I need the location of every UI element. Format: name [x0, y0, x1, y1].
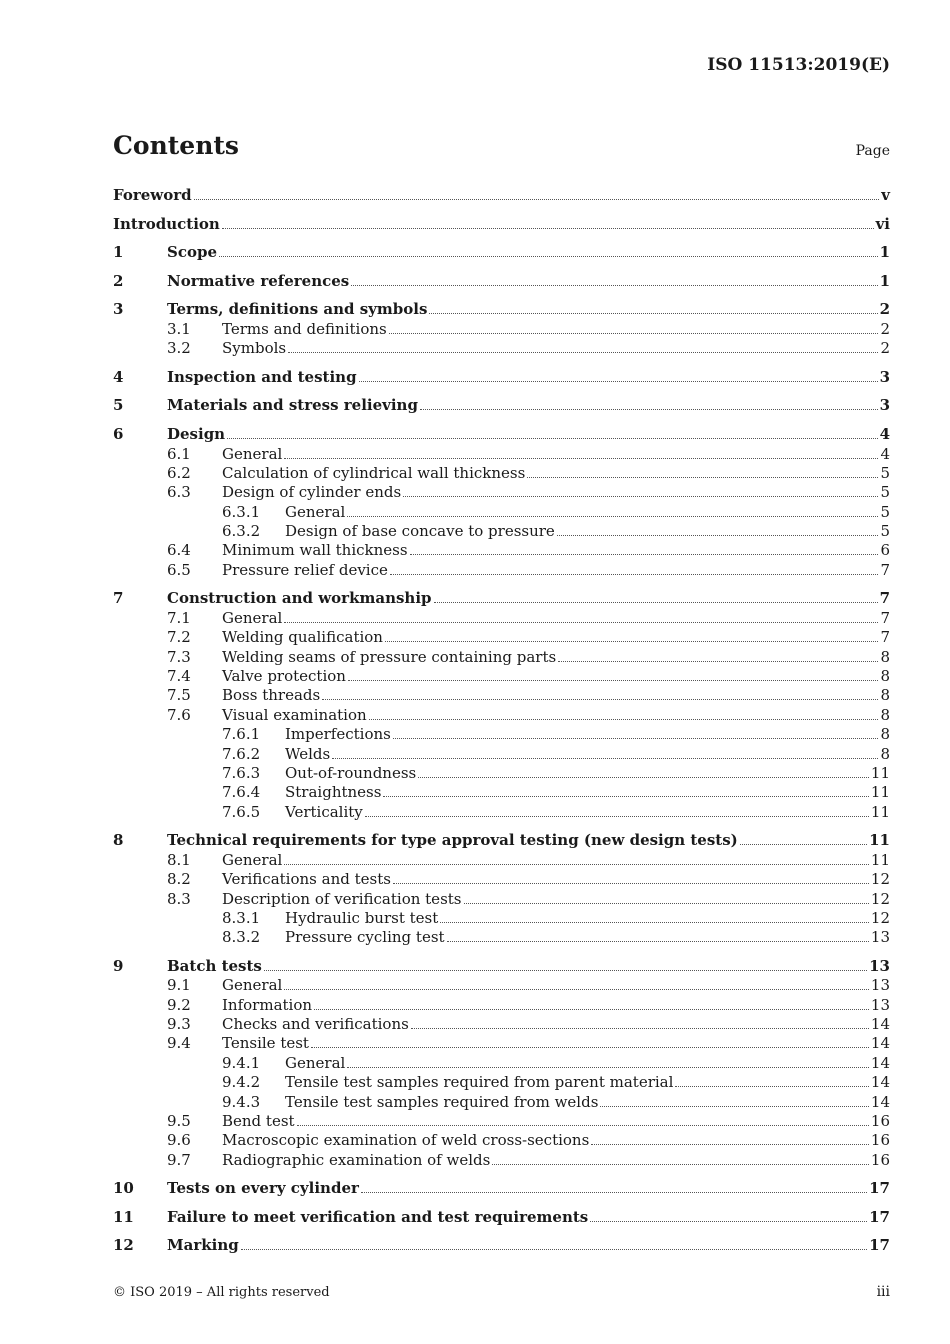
toc-entry-title: Tests on every cylinder	[167, 1179, 359, 1198]
toc-entry-page: 14	[870, 1073, 890, 1092]
toc-entry-page: 6	[880, 541, 890, 560]
toc-entry-page: 11	[869, 831, 890, 850]
dot-leader	[558, 661, 878, 662]
toc-entry-title: Tensile test samples required from parent material	[285, 1073, 674, 1092]
toc-entry-number: 8	[113, 831, 124, 850]
toc-entry-title: Construction and workmanship	[167, 589, 432, 608]
toc-entry-title: Welding qualification	[222, 628, 383, 647]
toc-entry-number: 7.6.5	[222, 802, 261, 821]
dot-leader	[557, 535, 879, 536]
toc-entry-page: 14	[870, 1092, 890, 1111]
toc-entry-title: Introduction	[113, 214, 220, 233]
toc-entry[interactable]	[113, 339, 890, 358]
toc-entry-page: 16	[870, 1131, 890, 1150]
dot-leader	[288, 352, 878, 353]
toc-entry-page: 17	[869, 1236, 890, 1255]
toc-entry-page: 11	[870, 802, 890, 821]
page-column-label: Page	[855, 143, 890, 159]
dot-leader	[348, 680, 879, 681]
dot-leader	[314, 1009, 869, 1010]
toc-entry-title: Inspection and testing	[167, 367, 357, 386]
toc-entry-number: 8.3	[167, 889, 191, 908]
toc-entry-number: 4	[113, 367, 124, 386]
toc-entry-page: 16	[870, 1150, 890, 1169]
toc-entry-title: Batch tests	[167, 956, 262, 975]
dot-leader	[740, 844, 867, 845]
dot-leader	[389, 333, 879, 334]
toc-entry-number: 3.2	[167, 339, 191, 358]
dot-leader	[675, 1086, 868, 1087]
toc-entry-title: General	[222, 444, 283, 463]
toc-entry-page: 17	[869, 1179, 890, 1198]
toc-entry[interactable]	[113, 206, 890, 235]
toc-entry-number: 10	[113, 1179, 134, 1198]
dot-leader	[385, 641, 878, 642]
toc-entry-page: 2	[880, 319, 890, 338]
dot-leader	[241, 1249, 867, 1250]
toc-entry[interactable]	[113, 522, 890, 541]
toc-entry-number: 3	[113, 300, 124, 319]
toc-entry[interactable]	[113, 686, 890, 705]
toc-entry[interactable]	[113, 541, 890, 560]
toc-entry[interactable]	[113, 1054, 890, 1073]
dot-leader	[420, 409, 878, 410]
toc-entry[interactable]	[113, 445, 890, 464]
toc-entry-title: Bend test	[222, 1112, 295, 1131]
dot-leader	[527, 477, 878, 478]
toc-entry-page: 8	[880, 667, 890, 686]
toc-entry-number: 3.1	[167, 319, 191, 338]
toc-entry-number: 6	[113, 424, 124, 443]
toc-entry[interactable]	[113, 851, 890, 870]
toc-entry[interactable]	[113, 483, 890, 502]
toc-entry-number: 6.3.1	[222, 502, 261, 521]
toc-entry-number: 7.6.4	[222, 783, 261, 802]
toc-entry-number: 5	[113, 396, 124, 415]
toc-entry[interactable]	[113, 706, 890, 725]
toc-entry-number: 9	[113, 956, 124, 975]
dot-leader	[194, 199, 880, 200]
toc-entry-page: 5	[880, 502, 890, 521]
dot-leader	[393, 738, 879, 739]
dot-leader	[361, 1192, 867, 1193]
dot-leader	[429, 313, 877, 314]
toc-entry-number: 7.1	[167, 608, 191, 627]
toc-entry-title: Information	[222, 995, 313, 1014]
toc-entry-page: 7	[880, 560, 890, 579]
dot-leader	[284, 989, 869, 990]
toc-entry[interactable]	[113, 1131, 890, 1150]
toc-entry-title: Technical requirements for type approval testing (new design tests)	[167, 831, 738, 850]
dot-leader	[393, 883, 869, 884]
toc-entry-title: Verticality	[285, 802, 363, 821]
toc-entry-title: Boss threads	[222, 686, 321, 705]
dot-leader	[600, 1106, 869, 1107]
toc-entry-page: 8	[880, 647, 890, 666]
toc-entry-number: 1	[113, 243, 124, 262]
toc-entry-number: 9.4.1	[222, 1053, 261, 1072]
toc-entry[interactable]	[113, 234, 890, 263]
toc-entry[interactable]	[113, 359, 890, 388]
dot-leader	[219, 256, 878, 257]
toc-entry-page: 13	[869, 956, 890, 975]
toc-entry-number: 9.4.2	[222, 1073, 261, 1092]
toc-entry-number: 6.2	[167, 463, 191, 482]
toc-entry-page: 11	[870, 783, 890, 802]
toc-entry[interactable]	[113, 186, 890, 206]
toc-entry-number: 9.4.3	[222, 1092, 261, 1111]
toc-entry[interactable]	[113, 803, 890, 822]
toc-entry-title: Imperfections	[285, 725, 391, 744]
toc-entry-number: 7	[113, 589, 124, 608]
dot-leader	[359, 381, 878, 382]
toc-entry[interactable]	[113, 1151, 890, 1170]
toc-entry-title: Design	[167, 424, 226, 443]
toc-entry-title: Out-of-roundness	[285, 763, 417, 782]
toc-entry-title: General	[222, 976, 283, 995]
toc-entry-number: 7.4	[167, 667, 191, 686]
toc-entry[interactable]	[113, 291, 890, 320]
dot-leader	[297, 1125, 869, 1126]
toc-entry-page: v	[881, 186, 890, 204]
toc-entry-number: 6.3	[167, 483, 191, 502]
toc-entry-title: Pressure cycling test	[285, 928, 445, 947]
dot-leader	[410, 554, 879, 555]
toc-entry-number: 9.2	[167, 995, 191, 1014]
toc-entry-number: 12	[113, 1236, 134, 1255]
dot-leader	[284, 458, 878, 459]
toc-entry[interactable]	[113, 783, 890, 802]
toc-entry[interactable]	[113, 561, 890, 580]
toc-entry-page: 11	[870, 850, 890, 869]
toc-entry-title: General	[222, 608, 283, 627]
toc-entry-title: Description of verification tests	[222, 889, 462, 908]
dot-leader	[332, 758, 878, 759]
toc-entry-title: Welds	[285, 744, 331, 763]
toc-entry-title: Tensile test	[222, 1034, 309, 1053]
copyright-notice: © ISO 2019 – All rights reserved	[113, 1285, 330, 1300]
dot-leader	[383, 796, 868, 797]
toc-entry-page: 14	[870, 1053, 890, 1072]
toc-entry-number: 7.6.1	[222, 725, 261, 744]
dot-leader	[311, 1047, 869, 1048]
toc-entry-title: Design of cylinder ends	[222, 483, 402, 502]
dot-leader	[447, 941, 869, 942]
toc-entry-number: 7.3	[167, 647, 191, 666]
toc-entry[interactable]	[113, 416, 890, 445]
page-title: Contents	[113, 131, 240, 160]
toc-entry[interactable]	[113, 928, 890, 947]
page-number: iii	[876, 1284, 890, 1300]
toc-entry-number: 7.6	[167, 705, 191, 724]
toc-entry-number: 7.5	[167, 686, 191, 705]
toc-entry[interactable]	[113, 263, 890, 292]
toc-entry-title: Radiographic examination of welds	[222, 1150, 491, 1169]
dot-leader	[464, 903, 869, 904]
toc-entry-title: Design of base concave to pressure	[285, 522, 555, 541]
toc-entry-title: Checks and verifications	[222, 1015, 409, 1034]
toc-entry-page: 13	[870, 928, 890, 947]
dot-leader	[390, 574, 879, 575]
toc-entry-title: Calculation of cylindrical wall thickness	[222, 463, 526, 482]
toc-entry-number: 9.7	[167, 1150, 191, 1169]
toc-entry[interactable]	[113, 648, 890, 667]
toc-entry-number: 9.3	[167, 1015, 191, 1034]
dot-leader	[347, 1067, 869, 1068]
dot-leader	[322, 699, 878, 700]
toc-entry-title: Straightness	[285, 783, 382, 802]
toc-entry[interactable]	[113, 1227, 890, 1256]
toc-entry-number: 7.6.3	[222, 763, 261, 782]
toc-entry-page: 13	[870, 976, 890, 995]
toc-entry-title: Minimum wall thickness	[222, 541, 408, 560]
toc-entry-number: 9.4	[167, 1034, 191, 1053]
toc-entry-title: Failure to meet verification and test requirements	[167, 1207, 589, 1226]
toc-entry-title: Verifications and tests	[222, 870, 391, 889]
toc-entry[interactable]	[113, 890, 890, 909]
toc-entry-title: Foreword	[113, 186, 192, 204]
toc-entry-page: 1	[879, 271, 890, 290]
toc-entry-page: 5	[880, 463, 890, 482]
toc-entry-number: 8.1	[167, 850, 191, 869]
toc-entry[interactable]	[113, 628, 890, 647]
toc-entry-number: 7.2	[167, 628, 191, 647]
toc-entry-title: Pressure relief device	[222, 560, 388, 579]
toc-entry-page: 14	[870, 1015, 890, 1034]
toc-entry[interactable]	[113, 1199, 890, 1228]
toc-entry-page: 8	[880, 744, 890, 763]
toc-entry[interactable]	[113, 1073, 890, 1092]
toc-entry-title: General	[222, 850, 283, 869]
toc-entry-number: 9.6	[167, 1131, 191, 1150]
toc-entry-page: 5	[880, 483, 890, 502]
toc-entry[interactable]	[113, 464, 890, 483]
toc-entry-number: 8.3.1	[222, 908, 261, 927]
toc-entry-title: Visual examination	[222, 705, 367, 724]
toc-entry[interactable]	[113, 1170, 890, 1199]
toc-entry[interactable]	[113, 725, 890, 744]
toc-entry[interactable]	[113, 667, 890, 686]
toc-entry-page: 1	[879, 243, 890, 262]
toc-entry-title: Welding seams of pressure containing parts	[222, 647, 557, 666]
toc-entry-title: General	[285, 502, 346, 521]
toc-entry[interactable]	[113, 996, 890, 1015]
dot-leader	[403, 496, 878, 497]
toc-entry-number: 11	[113, 1207, 134, 1226]
toc-entry-page: 8	[880, 686, 890, 705]
toc-entry-number: 8.2	[167, 870, 191, 889]
toc-entry-title: Materials and stress relieving	[167, 396, 418, 415]
dot-leader	[411, 1028, 869, 1029]
toc-entry[interactable]	[113, 609, 890, 628]
dot-leader	[351, 285, 877, 286]
toc-entry-title: Tensile test samples required from welds	[285, 1092, 599, 1111]
dot-leader	[365, 816, 869, 817]
toc-entry[interactable]	[113, 976, 890, 995]
toc-entry[interactable]	[113, 320, 890, 339]
toc-entry-title: Macroscopic examination of weld cross-sections	[222, 1131, 590, 1150]
toc-entry-number: 6.1	[167, 444, 191, 463]
toc-entry-page: vi	[875, 214, 890, 233]
dot-leader	[222, 228, 874, 229]
toc-entry[interactable]	[113, 387, 890, 416]
document-id: ISO 11513:2019(E)	[707, 55, 890, 75]
dot-leader	[284, 864, 869, 865]
dot-leader	[227, 438, 877, 439]
toc-entry-number: 9.1	[167, 976, 191, 995]
toc-entry-page: 5	[880, 522, 890, 541]
toc-entry-page: 7	[880, 608, 890, 627]
toc-entry-page: 12	[870, 870, 890, 889]
toc-entry[interactable]	[113, 764, 890, 783]
toc-entry-title: Normative references	[167, 271, 350, 290]
toc-entry-title: Terms and definitions	[222, 319, 387, 338]
toc-entry-number: 2	[113, 271, 124, 290]
toc-entry-number: 9.5	[167, 1112, 191, 1131]
toc-entry-page: 2	[880, 339, 890, 358]
toc-entry-number: 8.3.2	[222, 928, 261, 947]
toc-entry[interactable]	[113, 580, 890, 609]
toc-entry[interactable]	[113, 1093, 890, 1112]
toc-entry-page: 13	[870, 995, 890, 1014]
toc-entry-page: 4	[879, 424, 890, 443]
dot-leader	[418, 777, 869, 778]
toc-entry-page: 7	[880, 628, 890, 647]
toc-entry-page: 17	[869, 1207, 890, 1226]
toc-entry-number: 7.6.2	[222, 744, 261, 763]
toc-entry-title: Symbols	[222, 339, 287, 358]
dot-leader	[492, 1164, 869, 1165]
dot-leader	[264, 970, 867, 971]
toc-entry-page: 16	[870, 1112, 890, 1131]
toc-entry-page: 7	[879, 589, 890, 608]
toc-entry-page: 4	[880, 444, 890, 463]
dot-leader	[590, 1221, 867, 1222]
dot-leader	[369, 719, 879, 720]
toc-entry[interactable]	[113, 948, 890, 977]
toc-entry[interactable]	[113, 870, 890, 889]
dot-leader	[434, 602, 878, 603]
toc-entry-page: 2	[879, 300, 890, 319]
dot-leader	[440, 922, 869, 923]
toc-entry[interactable]	[113, 503, 890, 522]
toc-entry-page: 14	[870, 1034, 890, 1053]
toc-entry[interactable]	[113, 909, 890, 928]
dot-leader	[347, 516, 878, 517]
toc-entry[interactable]	[113, 1015, 890, 1034]
toc-entry[interactable]	[113, 1112, 890, 1131]
toc-entry-number: 6.5	[167, 560, 191, 579]
toc-entry-page: 3	[879, 396, 890, 415]
toc-entry-page: 3	[879, 367, 890, 386]
toc-entry-title: Scope	[167, 243, 218, 262]
toc-entry-page: 8	[880, 705, 890, 724]
toc-entry-title: Marking	[167, 1236, 239, 1255]
toc-entry-number: 6.4	[167, 541, 191, 560]
toc-entry-page: 11	[870, 763, 890, 782]
toc-entry-title: Valve protection	[222, 667, 346, 686]
toc-entry[interactable]	[113, 745, 890, 764]
toc-entry-page: 12	[870, 889, 890, 908]
toc-entry-number: 6.3.2	[222, 522, 261, 541]
toc-entry[interactable]	[113, 1034, 890, 1053]
toc-entry-page: 12	[870, 908, 890, 927]
toc-entry-title: General	[285, 1053, 346, 1072]
dot-leader	[284, 622, 878, 623]
dot-leader	[591, 1144, 869, 1145]
table-of-contents	[113, 186, 890, 1256]
toc-entry-title: Terms, definitions and symbols	[167, 300, 428, 319]
toc-entry-page: 8	[880, 725, 890, 744]
toc-entry[interactable]	[113, 822, 890, 851]
toc-entry-title: Hydraulic burst test	[285, 908, 439, 927]
